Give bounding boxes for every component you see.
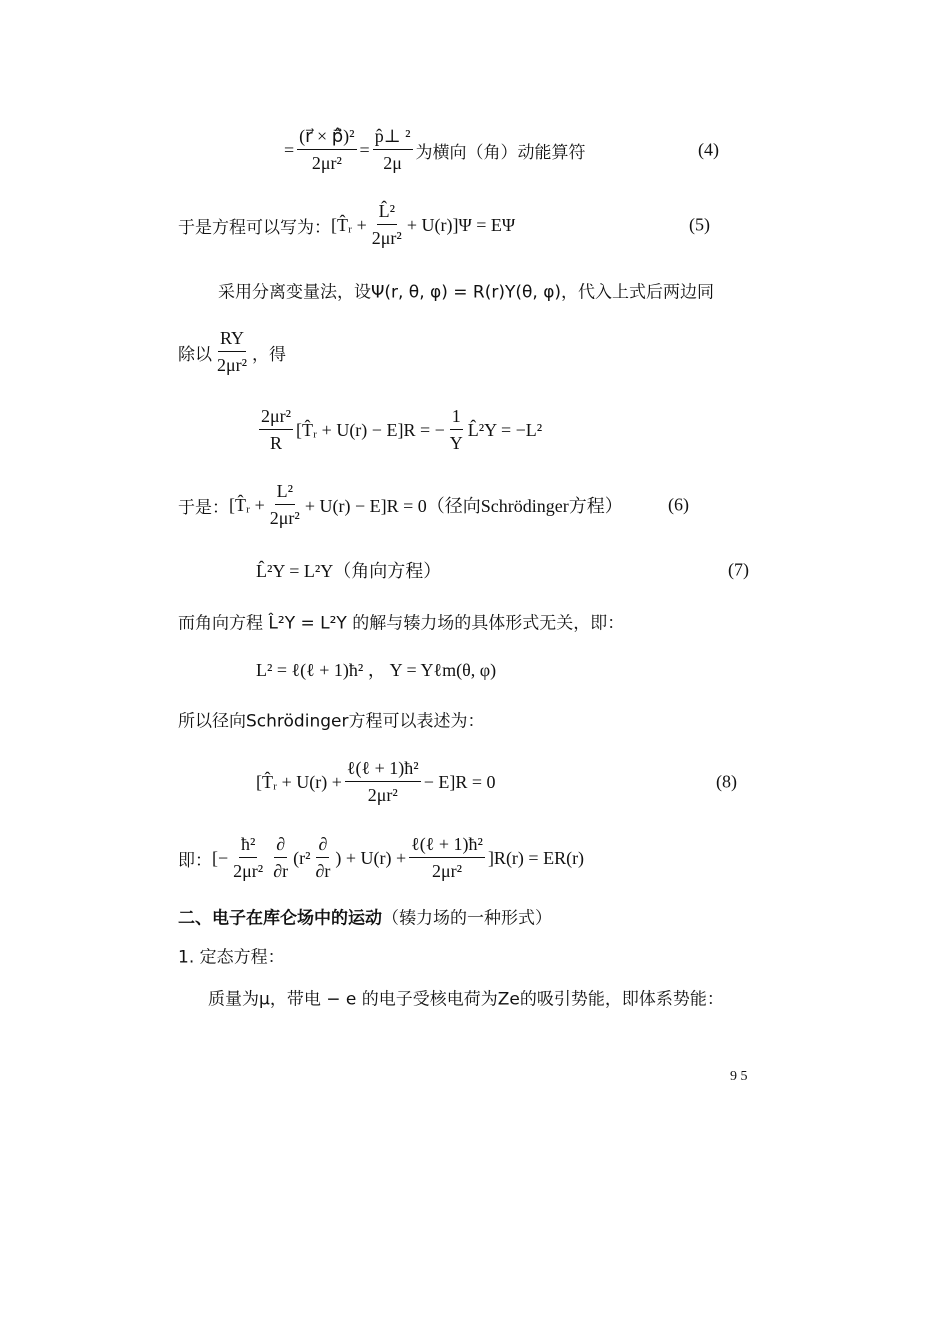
equation-5: [178, 201, 515, 249]
denominator: 2μr²: [269, 508, 300, 528]
fraction: [448, 406, 465, 454]
numerator: L²: [275, 481, 295, 505]
eq-text: (r²: [293, 847, 311, 868]
denominator: 2μr²: [371, 228, 402, 248]
fraction: [345, 758, 421, 806]
equation-separation: [256, 406, 542, 454]
eq-text: ]R(r) = ER(r): [487, 847, 585, 868]
equation-number: (4): [698, 139, 719, 160]
eq-text: L̂²Y = −L²: [467, 419, 543, 440]
denominator: 2μr²: [367, 785, 398, 805]
paragraph: [178, 328, 286, 376]
eq-text: 即：: [178, 850, 212, 871]
numerator: ∂: [274, 834, 287, 858]
fraction: [297, 126, 356, 174]
denominator: 2μr²: [432, 861, 463, 881]
heading-note: （辏力场的一种形式）: [382, 908, 552, 929]
fraction: [231, 834, 265, 882]
fraction: [259, 406, 293, 454]
eq-text: 于是：: [178, 497, 229, 518]
numerator: 1: [450, 406, 463, 430]
numerator: ℓ(ℓ + 1)ħ²: [409, 834, 485, 858]
equation-6: [178, 481, 623, 529]
eq-text: =: [284, 139, 295, 160]
equation-8: [256, 758, 496, 806]
equation-angular-solution: L² = ℓ(ℓ + 1)ħ² ， Y = Yℓm(θ, φ): [256, 660, 497, 680]
denominator: 2μr²: [217, 355, 248, 375]
eq-text: 为横向（角）动能算符: [415, 142, 586, 163]
eq-text: [T̂ᵣ + U(r) − E]R = −: [296, 419, 445, 440]
denominator: 2μr²: [311, 153, 342, 173]
denominator: ∂r: [273, 861, 289, 881]
equation-9: [178, 834, 584, 882]
equation-number: (6): [668, 494, 689, 515]
eq-text: [T̂ᵣ +: [331, 214, 367, 235]
eq-text: [−: [212, 847, 229, 868]
denominator: 2μ: [383, 153, 402, 173]
numerator: p̂⊥ ²: [373, 126, 413, 150]
numerator: L̂²: [377, 201, 397, 225]
denominator: R: [270, 433, 283, 453]
denominator: 2μr²: [233, 861, 264, 881]
numerator: 2μr²: [259, 406, 293, 430]
eq-text: =: [359, 139, 370, 160]
paragraph: 采用分离变量法，设Ψ(r, θ, φ) = R(r)Y(θ, φ)，代入上式后两边同: [218, 282, 715, 303]
equation-number: (5): [689, 214, 710, 235]
paragraph: 而角向方程 L̂²Y = L²Y 的解与辏力场的具体形式无关，即：: [178, 613, 625, 634]
text: ，得: [252, 344, 287, 365]
fraction: [271, 834, 290, 882]
numerator: RY: [218, 328, 246, 352]
fraction: [370, 201, 404, 249]
eq-text: − E]R = 0: [423, 771, 496, 792]
fraction: [313, 834, 332, 882]
section-heading: [178, 904, 552, 929]
page-number: 9 5: [730, 1069, 748, 1084]
denominator: ∂r: [315, 861, 331, 881]
paragraph: 质量为μ，带电 − e 的电子受核电荷为Ze的吸引势能，即体系势能：: [208, 989, 724, 1010]
eq-text: + U(r) − E]R = 0（径向Schrödinger方程）: [304, 496, 623, 516]
paragraph: 所以径向Schrödinger方程可以表述为：: [178, 711, 485, 732]
heading-bold: 二、电子在库仑场中的运动: [178, 908, 382, 929]
eq-text: 于是方程可以写为：: [178, 217, 331, 238]
fraction: [215, 328, 249, 376]
fraction: [268, 481, 302, 529]
eq-text: ) + U(r) +: [335, 847, 407, 868]
equation-number: (7): [728, 559, 749, 580]
text: 除以: [178, 344, 212, 365]
eq-text: [T̂ᵣ + U(r) +: [256, 771, 342, 792]
equation-4: [284, 126, 586, 174]
numerator: ℓ(ℓ + 1)ħ²: [345, 758, 421, 782]
eq-text: [T̂ᵣ +: [229, 494, 265, 515]
fraction: [409, 834, 485, 882]
eq-text: + U(r)]Ψ = EΨ: [406, 214, 516, 235]
subsection-heading: 1. 定态方程：: [178, 947, 285, 968]
denominator: Y: [449, 433, 463, 453]
numerator: ∂: [316, 834, 329, 858]
equation-number: (8): [716, 771, 737, 792]
equation-7: L̂²Y = L²Y（角向方程）: [256, 561, 442, 581]
numerator: ħ²: [239, 834, 257, 858]
numerator: (r⃗ × p̂⃗)²: [297, 126, 356, 150]
fraction: [373, 126, 413, 174]
